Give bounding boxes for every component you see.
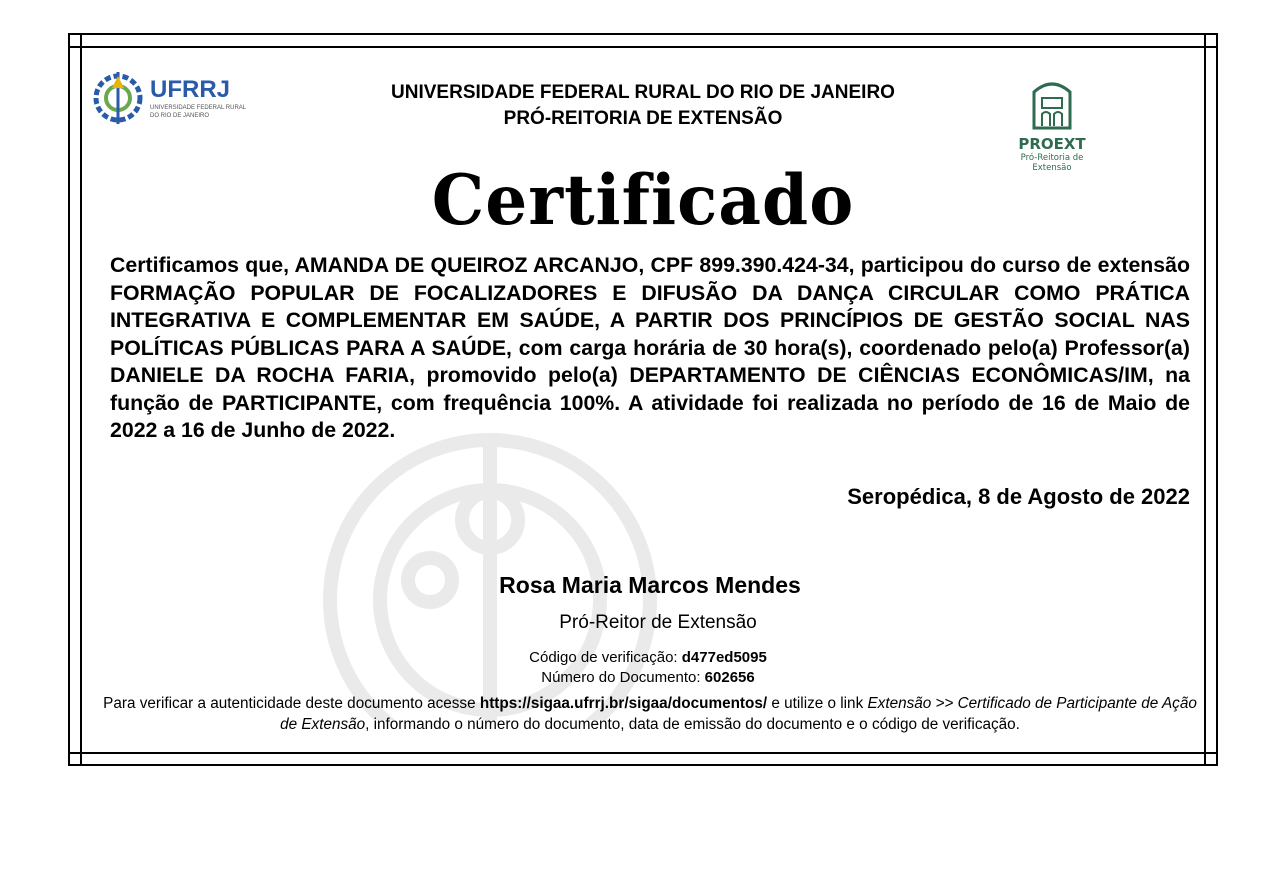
- proext-logo: [1002, 76, 1102, 173]
- border-line-left: [80, 33, 82, 766]
- institution-header: [300, 80, 986, 132]
- footer-text-2: e utilize o link: [767, 695, 868, 712]
- footer-text-3: , informando o número do documento, data de emissão do documento e o código de verificação.: [365, 716, 1020, 733]
- ufrrj-subtitle-1: UNIVERSIDADE FEDERAL RURAL: [150, 105, 247, 111]
- border-line-top: [68, 46, 1218, 48]
- signer-name: Rosa Maria Marcos Mendes: [499, 572, 801, 598]
- footer-text-1: Para verificar a autenticidade deste documento acesse: [103, 695, 480, 712]
- certificate-title: Certificado: [431, 159, 855, 241]
- verification-code-label: Código de verificação:: [529, 649, 682, 666]
- proext-name: PROEXT: [1018, 135, 1086, 153]
- verification-url[interactable]: https://sigaa.ufrrj.br/sigaa/documentos/: [479, 695, 768, 712]
- certificate-body: [110, 252, 1190, 445]
- ufrrj-logo: [90, 66, 260, 130]
- ufrrj-gear-icon: [90, 66, 146, 130]
- ufrrj-acronym: UFRRJ: [150, 76, 231, 103]
- border-line-right: [1204, 33, 1206, 766]
- ufrrj-subtitle-2: DO RIO DE JANEIRO: [150, 113, 210, 119]
- body-intro: Certificamos que,: [110, 253, 295, 277]
- issue-date: Seropédica, 8 de Agosto de 2022: [847, 484, 1190, 509]
- verification-block: [400, 648, 896, 688]
- document-number: 602656: [704, 669, 755, 686]
- authenticity-footer: [100, 693, 1200, 735]
- border-line-bottom: [68, 752, 1218, 754]
- extension-link-path: Extensão >> Certificado de Participante de Ação de Extensão: [280, 695, 1197, 733]
- proext-subtitle: Pró-Reitoria de Extensão: [1020, 153, 1084, 173]
- header-line-2: PRÓ-REITORIA DE EXTENSÃO: [503, 108, 783, 129]
- document-number-label: Número do Documento:: [541, 669, 705, 686]
- proext-building-icon: [1030, 76, 1074, 130]
- participant-name: AMANDA DE QUEIROZ ARCANJO,: [294, 253, 645, 277]
- body-details: CPF 899.390.424-34, participou do curso de extensão FORMAÇÃO POPULAR DE FOCALIZADORES E DIFUSÃO DA DANÇA CIRCULAR COMO PRÁTICA INTEGRATIVA E COMPLEMENTAR EM SAÚDE, A PARTIR DOS PRINCÍPIOS DE GESTÃO SOCIAL NAS POLÍTICAS PÚBLICAS PARA A SAÚDE, com carga horária de 30 hora(s), coordenado pelo(a) Professor(a) DANIELE DA ROCHA FARIA, promovido pelo(a) DEPARTAMENTO DE CIÊNCIAS ECONÔMICAS/IM, na função de PARTICIPANTE, com frequência 100%. A atividade foi realizada no período de 16 de Maio de 2022 a 16 de Junho de 2022.: [110, 253, 1190, 442]
- header-line-1: UNIVERSIDADE FEDERAL RURAL DO RIO DE JANEIRO: [391, 82, 895, 103]
- signer-role: Pró-Reitor de Extensão: [559, 612, 757, 633]
- verification-code: d477ed5095: [681, 649, 767, 666]
